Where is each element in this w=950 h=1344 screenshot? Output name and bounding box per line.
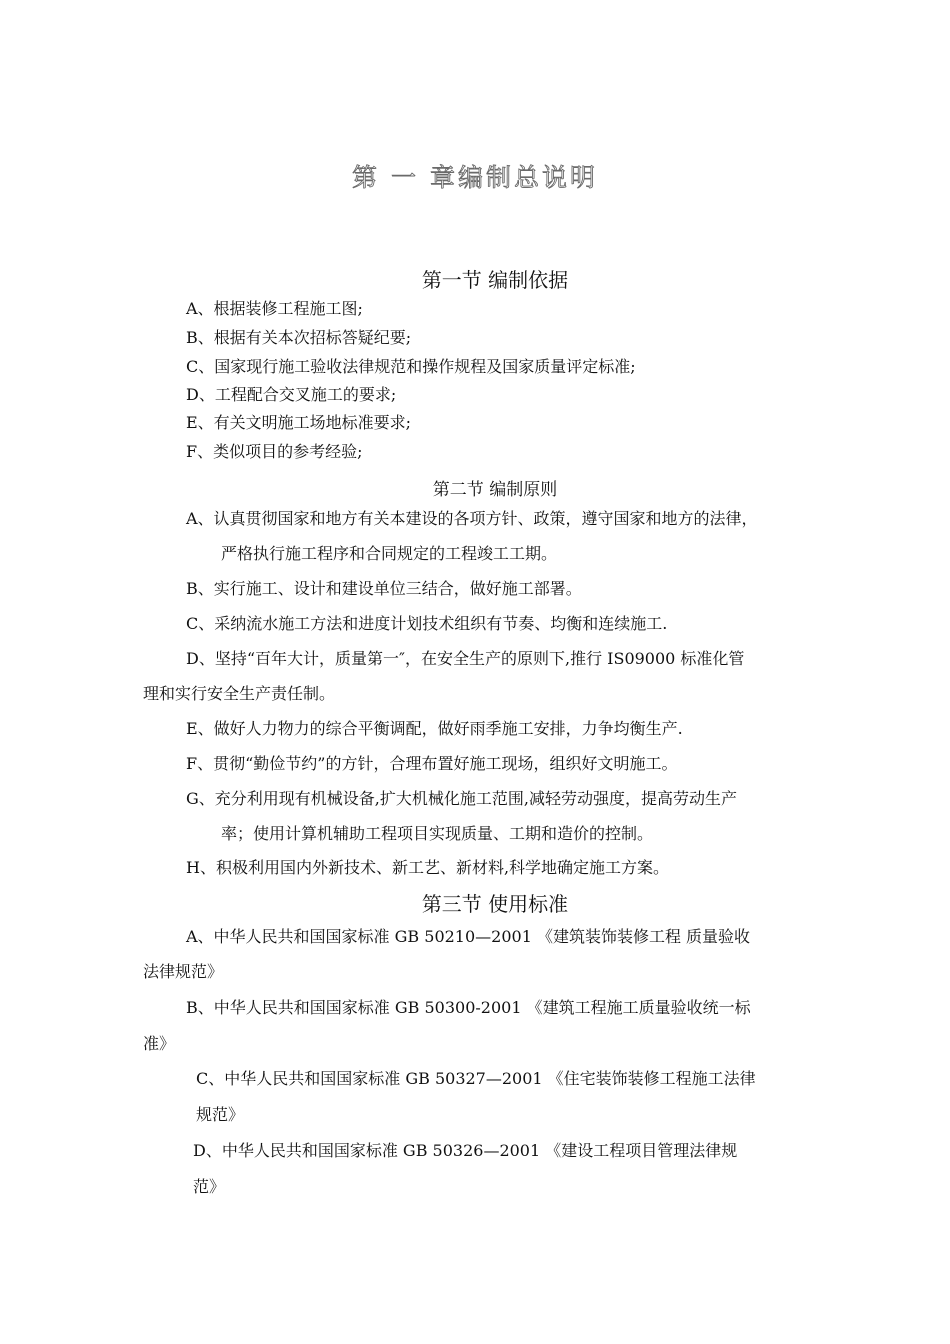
list-item: F、贯彻“勤俭节约”的方针，合理布置好施工现场，组织好文明施工。 bbox=[186, 754, 678, 773]
list-item: 严格执行施工程序和合同规定的工程竣工工期。 bbox=[221, 544, 558, 563]
list-item: D、坚持“百年大计，质量第一″，在安全生产的原则下,推行 IS09000 标准化管 bbox=[186, 649, 745, 668]
list-item: E、有关文明施工场地标准要求; bbox=[186, 413, 412, 432]
list-item: 范》 bbox=[193, 1177, 226, 1196]
list-item: E、做好人力物力的综合平衡调配，做好雨季施工安排，力争均衡生产. bbox=[186, 719, 683, 738]
list-item: C、国家现行施工验收法律规范和操作规程及国家质量评定标准; bbox=[186, 357, 636, 376]
list-item: F、类似项目的参考经验; bbox=[186, 442, 363, 461]
list-item: G、充分利用现有机械设备,扩大机械化施工范围,减轻劳动强度，提高劳动生产 bbox=[186, 789, 737, 808]
list-item: B、根据有关本次招标答疑纪要; bbox=[186, 328, 412, 347]
list-item: A、根据装修工程施工图; bbox=[186, 299, 363, 318]
list-item: 理和实行安全生产责任制。 bbox=[143, 684, 336, 703]
list-item: 率；使用计算机辅助工程项目实现质量、工期和造价的控制。 bbox=[221, 824, 654, 843]
chapter-title: 第 一 章编制总说明 bbox=[352, 163, 598, 192]
list-item: H、积极利用国内外新技术、新工艺、新材料,科学地确定施工方案。 bbox=[186, 858, 670, 877]
list-item: C、中华人民共和国国家标准 GB 50327—2001 《住宅装饰装修工程施工法律 bbox=[196, 1069, 756, 1088]
section1-heading: 第一节 编制依据 bbox=[421, 268, 569, 292]
list-item: B、中华人民共和国国家标准 GB 50300-2001 《建筑工程施工质量验收统一标 bbox=[186, 998, 751, 1017]
list-item: 准》 bbox=[143, 1034, 176, 1053]
list-item: B、实行施工、设计和建设单位三结合，做好施工部署。 bbox=[186, 579, 582, 598]
list-item: D、中华人民共和国国家标准 GB 50326—2001 《建设工程项目管理法律规 bbox=[193, 1141, 738, 1160]
list-item: 规范》 bbox=[196, 1105, 245, 1124]
list-item: 法律规范》 bbox=[143, 962, 224, 981]
section2-heading: 第二节 编制原则 bbox=[432, 480, 558, 500]
section3-heading: 第三节 使用标准 bbox=[421, 892, 569, 916]
list-item: C、采纳流水施工方法和进度计划技术组织有节奏、均衡和连续施工. bbox=[186, 614, 668, 633]
list-item: A、中华人民共和国国家标准 GB 50210—2001 《建筑装饰装修工程 质量验收 bbox=[186, 927, 751, 946]
list-item: D、工程配合交叉施工的要求; bbox=[186, 385, 397, 404]
list-item: A、认真贯彻国家和地方有关本建设的各项方针、政策，遵守国家和地方的法律， bbox=[186, 509, 758, 528]
